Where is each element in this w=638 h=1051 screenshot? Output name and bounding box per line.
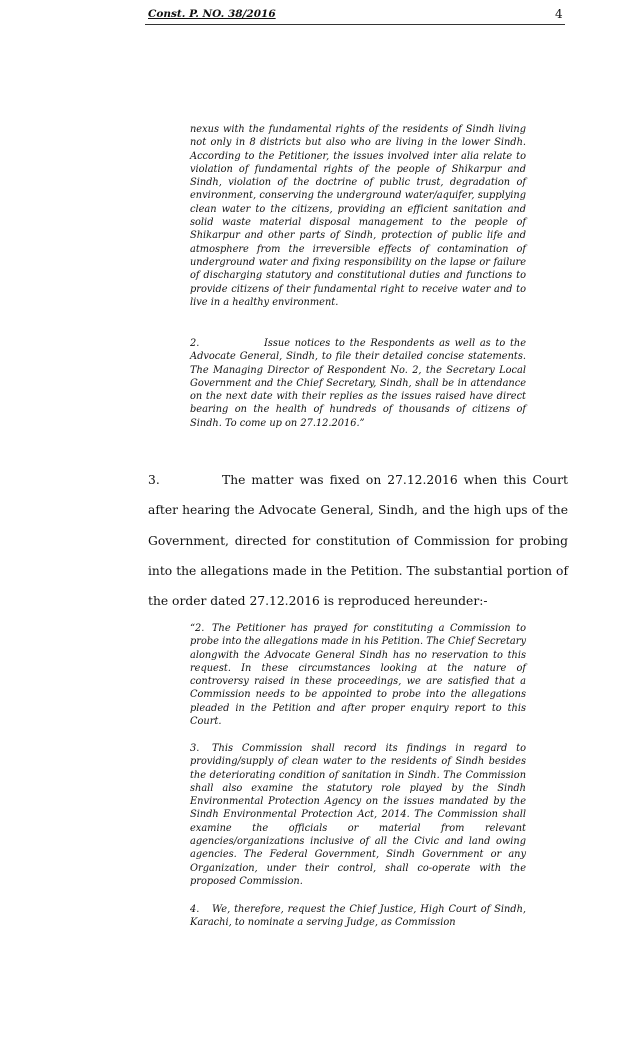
header-rule bbox=[145, 24, 565, 25]
quoted-paragraph-2-number: 2. bbox=[190, 338, 200, 349]
order-paragraph-4 bbox=[190, 903, 526, 930]
order-paragraph-3-text: This Commission shall record its findings in regard to providing/supply of clean water to the residents of Sindh besides the deteriorating condition of sanitation in Sindh. The Commission shall also examine the statutory role played by the Sindh Environmental Protection Agency on the issues mandated by the Sindh Environmental Protection Act, 2014. The Commission shall examine the officials or material from relevant agencies/organizations inclusive of all the Civic and land owing agencies. The Federal Government, Sindh Government or any Organization, under their control, shall co-operate with the proposed Commission. bbox=[190, 743, 526, 887]
quoted-paragraph-1-text: nexus with the fundamental rights of the residents of Sindh living not only in 8 districts but also who are living in the lower Sindh. According to the Petitioner, the issues involved inter alia relate to violation of fundamental rights of the people of Shikarpur and Sindh, violation of the doctrine of public trust, degradation of environment, conserving the underground water/aquifer, supplying clean water to the citizens, providing an efficient sanitation and solid waste material disposal management to the people of Shikarpur and other parts of Sindh, protection of public life and atmosphere from the irreversible effects of contamination of underground water and fixing responsibility on the lapse or failure of discharging statutory and constitutional duties and functions to provide citizens of their fundamental right to receive water and to live in a healthy environment. bbox=[190, 124, 526, 308]
order-paragraph-3-number: 3. bbox=[190, 743, 200, 754]
order-paragraph-2 bbox=[190, 622, 526, 728]
order-paragraph-2-number: “2. bbox=[190, 623, 205, 634]
quoted-paragraph-2 bbox=[190, 337, 526, 430]
page-number: 4 bbox=[555, 7, 563, 21]
order-paragraph-4-number: 4. bbox=[190, 904, 200, 915]
body-paragraph-3 bbox=[148, 465, 568, 616]
quoted-paragraph-1 bbox=[190, 123, 526, 309]
order-paragraph-3 bbox=[190, 742, 526, 888]
body-paragraph-3-number: 3. bbox=[148, 473, 160, 487]
body-paragraph-3-text: The matter was fixed on 27.12.2016 when this Court after hearing the Advocate General, Sindh, and the high ups of the Government, directed for constitution of Commission for probing into the allegations made in the Petition. The substantial portion of the order dated 27.12.2016 is reproduced hereunder:- bbox=[148, 473, 568, 609]
case-reference: Const. P. NO. 38/2016 bbox=[148, 8, 276, 20]
quoted-paragraph-2-text: Issue notices to the Respondents as well as to the Advocate General, Sindh, to file their detailed concise statements. The Managing Director of Respondent No. 2, the Secretary Local Government and the Chief Secretary, Sindh, shall be in attendance on the next date with their replies as the issues raised have direct bearing on the health of hundreds of thousands of citizens of Sindh. To come up on 27.12.2016.” bbox=[190, 338, 526, 429]
order-paragraph-4-text: We, therefore, request the Chief Justice, High Court of Sindh, Karachi, to nominate a serving Judge, as Commission bbox=[190, 904, 526, 929]
order-paragraph-2-text: The Petitioner has prayed for constituting a Commission to probe into the allegations made in his Petition. The Chief Secretary alongwith the Advocate General Sindh has no reservation to this request. In these circumstances looking at the nature of controversy raised in these proceedings, we are satisfied that a Commission needs to be appointed to probe into the allegations pleaded in the Petition and after proper enquiry report to this Court. bbox=[190, 623, 526, 728]
